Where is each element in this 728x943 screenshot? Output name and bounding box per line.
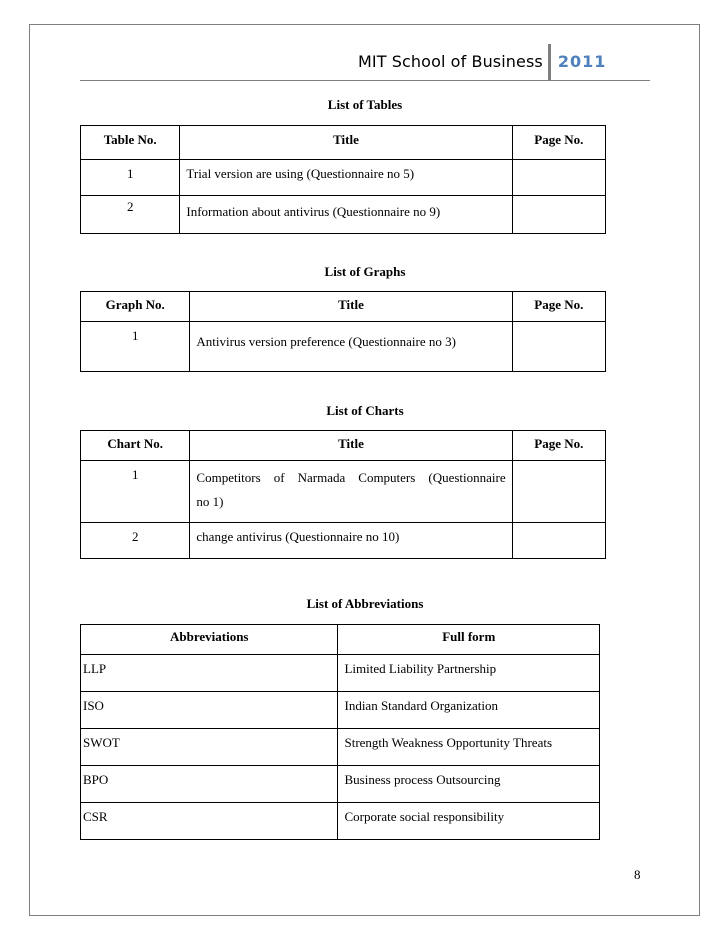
abbr-cell: BPO (81, 766, 338, 803)
table-header-row (81, 292, 606, 322)
table-header-row (81, 431, 606, 461)
full-form-cell: Business process Outsourcing (338, 766, 600, 803)
row-title (190, 461, 512, 523)
row-page (512, 196, 605, 234)
col-chart-no: Chart No. (81, 431, 190, 461)
table-row (81, 803, 600, 840)
col-title: Title (180, 126, 512, 160)
table-header-row (81, 625, 600, 655)
tables-list-table (80, 125, 606, 234)
col-table-no: Table No. (81, 126, 180, 160)
page-header (358, 44, 606, 80)
charts-list-table (80, 430, 606, 559)
row-no: 1 (81, 461, 190, 523)
full-form-cell: Strength Weakness Opportunity Threats (338, 729, 600, 766)
row-page (512, 461, 605, 523)
header-rule (80, 80, 650, 81)
tables-heading: List of Tables (327, 97, 403, 112)
col-abbreviations: Abbreviations (81, 625, 338, 655)
row-no: 2 (81, 523, 190, 559)
row-no: 2 (81, 196, 180, 234)
col-title: Title (190, 431, 512, 461)
row-no: 1 (81, 322, 190, 372)
row-title: Information about antivirus (Questionnaire no 9) (180, 196, 512, 234)
graphs-heading: List of Graphs (324, 264, 406, 279)
row-no: 1 (81, 160, 180, 196)
row-page (512, 523, 605, 559)
abbreviations-table (80, 624, 600, 840)
table-row (81, 461, 606, 523)
table-row (81, 729, 600, 766)
col-page-no: Page No. (512, 292, 605, 322)
abbr-cell: CSR (81, 803, 338, 840)
table-row (81, 523, 606, 559)
header-year: 2011 (548, 44, 607, 80)
row-title: change antivirus (Questionnaire no 10) (190, 523, 512, 559)
col-graph-no: Graph No. (81, 292, 190, 322)
table-row (81, 160, 606, 196)
page-number: 8 (634, 867, 641, 882)
abbreviations-heading: List of Abbreviations (306, 596, 424, 611)
col-page-no: Page No. (512, 126, 605, 160)
row-title: Trial version are using (Questionnaire no 5) (180, 160, 512, 196)
table-row (81, 322, 606, 372)
full-form-cell: Corporate social responsibility (338, 803, 600, 840)
full-form-cell: Limited Liability Partnership (338, 655, 600, 692)
abbr-cell: SWOT (81, 729, 338, 766)
abbr-cell: LLP (81, 655, 338, 692)
table-header-row (81, 126, 606, 160)
graphs-list-table (80, 291, 606, 372)
table-row (81, 692, 600, 729)
abbr-cell: ISO (81, 692, 338, 729)
row-title: Antivirus version preference (Questionnaire no 3) (190, 322, 512, 372)
charts-heading: List of Charts (326, 403, 404, 418)
table-row (81, 196, 606, 234)
full-form-cell: Indian Standard Organization (338, 692, 600, 729)
col-full-form: Full form (338, 625, 600, 655)
row-page (512, 160, 605, 196)
header-title: MIT School of Business (358, 52, 543, 71)
table-row (81, 655, 600, 692)
col-page-no: Page No. (512, 431, 605, 461)
col-title: Title (190, 292, 512, 322)
row-page (512, 322, 605, 372)
table-row (81, 766, 600, 803)
row-title-line2: no 1) (196, 494, 224, 509)
row-title-line1: Competitors of Narmada Computers (Questionnaire (196, 470, 506, 485)
